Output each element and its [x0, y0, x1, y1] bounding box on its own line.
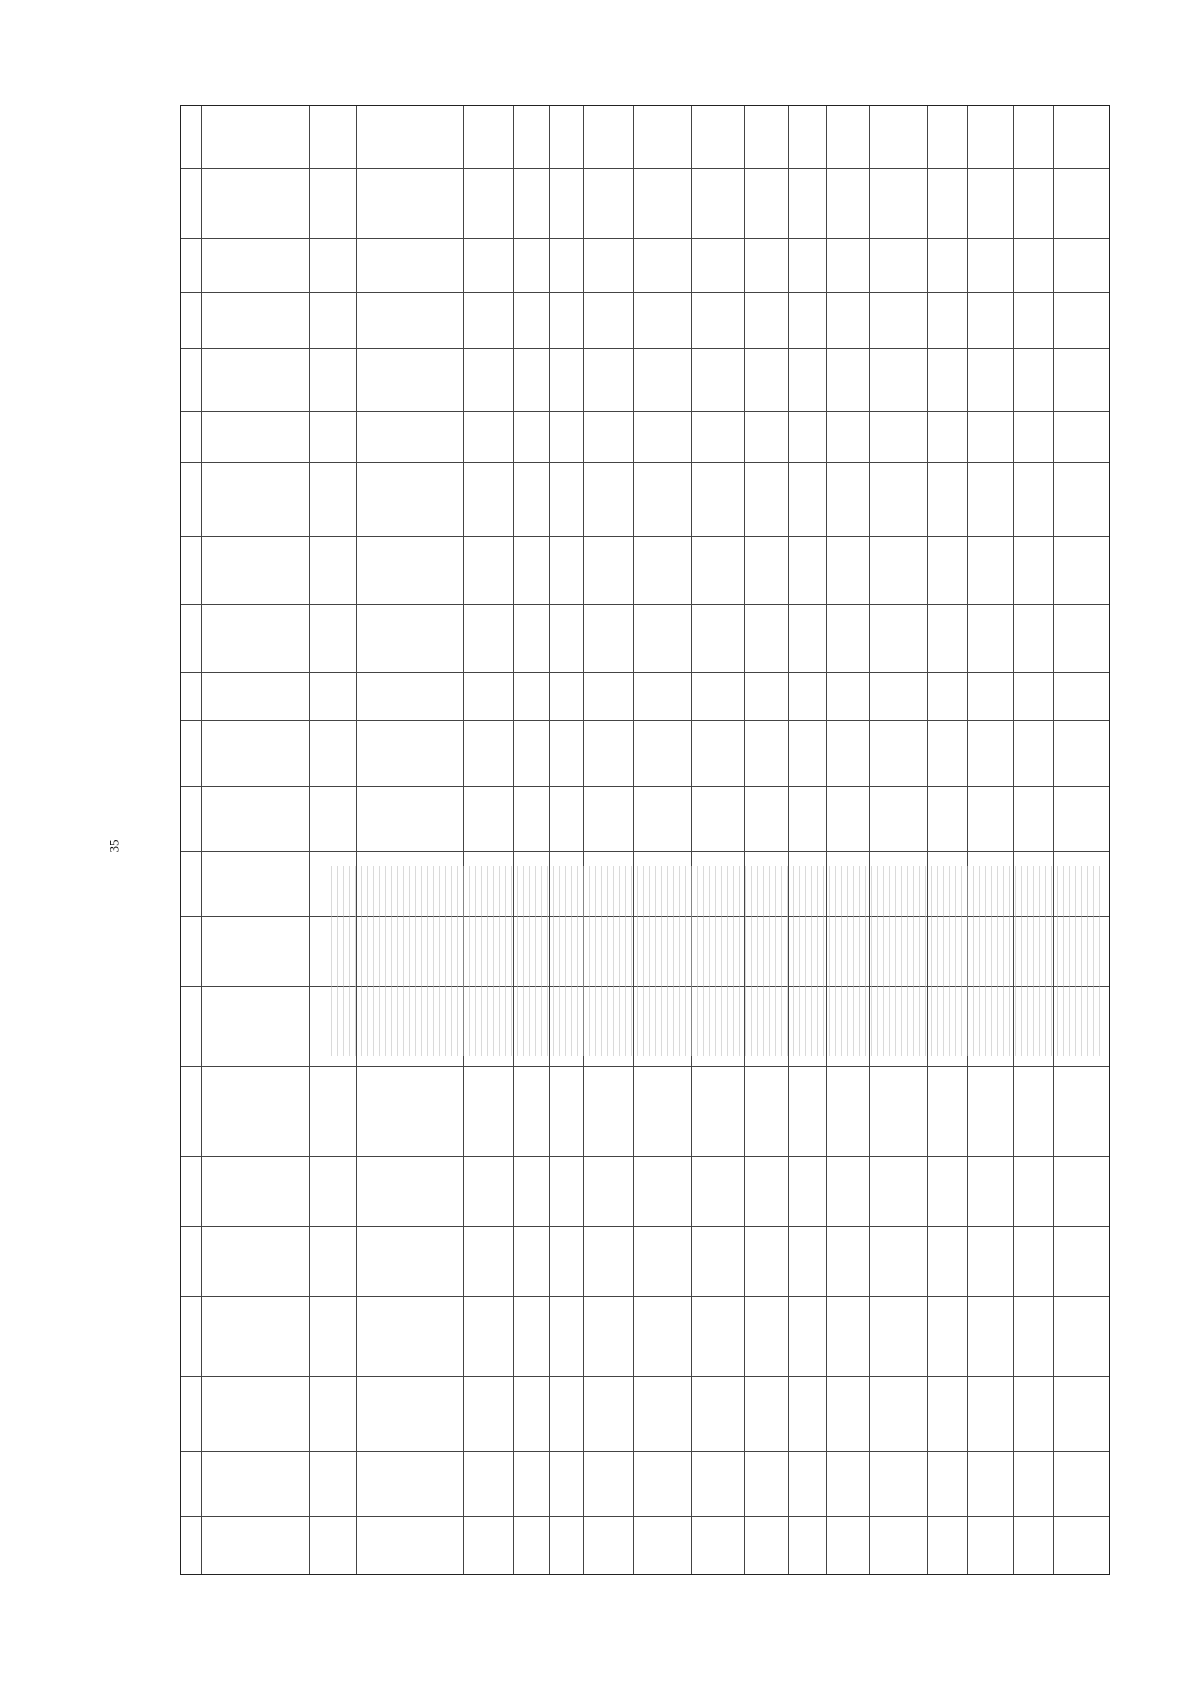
page-number: 35 [106, 839, 122, 853]
budget-table [180, 105, 1110, 1575]
illegible-cell-text [331, 866, 1101, 1056]
